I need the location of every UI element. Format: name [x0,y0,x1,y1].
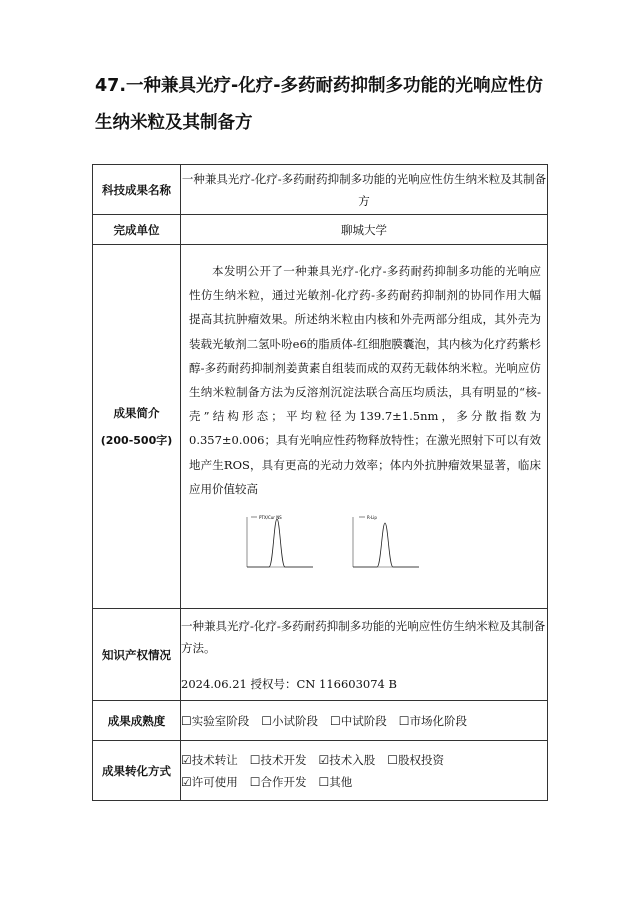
value-name: 一种兼具光疗-化疗-多药耐药抑制多功能的光响应性仿生纳米粒及其制备方 [181,165,548,215]
summary-sublabel: (200-500字) [100,433,173,447]
checkbox-checked-icon[interactable]: ☑ [181,774,192,789]
value-transfer [181,741,548,801]
maturity-option-label: 小试阶段 [272,713,319,728]
checkbox-checked-icon[interactable]: ☑ [318,752,330,767]
summary-figures [181,501,547,597]
chart-1-legend: PTX/Cur NS [259,515,282,521]
checkbox-icon[interactable]: ☐ [330,713,341,728]
ip-description: 一种兼具光疗-化疗-多药耐药抑制多功能的光响应性仿生纳米粒及其制备方法。 [181,618,546,655]
maturity-option[interactable] [399,710,467,732]
maturity-option-label: 实验室阶段 [191,713,250,728]
value-ip [181,609,548,701]
label-unit: 完成单位 [93,215,181,245]
row-maturity [93,701,548,741]
transfer-option-label: 技术入股 [329,752,376,767]
row-unit [93,215,548,245]
transfer-option-label: 合作开发 [260,774,307,789]
checkbox-icon[interactable]: ☐ [249,774,261,789]
label-transfer: 成果转化方式 [93,741,181,801]
transfer-option-label: 技术转让 [191,752,238,767]
maturity-option[interactable] [261,710,318,732]
transfer-option[interactable] [250,771,307,793]
checkbox-icon[interactable]: ☐ [318,774,330,789]
checkbox-checked-icon[interactable]: ☑ [181,752,192,767]
transfer-option[interactable] [319,749,376,771]
checkbox-icon[interactable]: ☐ [181,713,192,728]
size-distribution-chart-2 [339,511,421,579]
summary-text: 本发明公开了一种兼具光疗-化疗-多药耐药抑制多功能的光响应性仿生纳米粒，通过光敏剂-化疗药-多药耐药抑制剂的协同作用大幅提高其抗肿瘤效果。所述纳米粒由内核和外壳两部分组成，其外壳为装载光敏剂二氢卟吩e6的脂质体-红细胞膜囊泡，其内核为化疗药紫杉醇-多药耐药抑制剂姜黄素自组装而成的双药无载体纳米粒。光响应仿生纳米粒制备方法为反溶剂沉淀法联合高压均质法，具有明显的“核-壳”结构形态；平均粒径为139.7±1.5nm，多分散指数为0.357±0.006；具有光响应性药物释放特性；在激光照射下可以有效地产生ROS，具有更高的光动力效率；体内外抗肿瘤效果显著，临床应用价值较高 [189,263,541,496]
row-transfer [93,741,548,801]
row-ip [93,609,548,701]
transfer-option-label: 许可使用 [191,774,238,789]
transfer-option[interactable] [319,771,353,793]
value-summary [181,245,548,609]
maturity-option[interactable] [181,710,249,732]
transfer-option[interactable] [250,749,307,771]
value-unit: 聊城大学 [181,215,548,245]
transfer-option[interactable] [387,749,444,771]
page-title: 47.一种兼具光疗-化疗-多药耐药抑制多功能的光响应性仿生纳米粒及其制备方 [95,76,544,133]
row-name [93,165,548,215]
label-name: 科技成果名称 [93,165,181,215]
checkbox-icon[interactable]: ☐ [398,713,410,728]
checkbox-icon[interactable]: ☐ [249,752,261,767]
maturity-option-label: 市场化阶段 [409,713,468,728]
transfer-option-label: 股权投资 [398,752,445,767]
label-ip: 知识产权情况 [93,609,181,701]
value-maturity [181,701,548,741]
size-distribution-chart-1 [233,511,315,579]
checkbox-icon[interactable]: ☐ [261,713,273,728]
maturity-option[interactable] [330,710,387,732]
ip-patent: 2024.06.21 授权号：CN 116603074 B [181,676,397,691]
chart-2-legend: R-Lip [367,515,377,521]
row-summary [93,245,548,609]
summary-label: 成果简介 [113,405,160,420]
checkbox-icon[interactable]: ☐ [387,752,399,767]
transfer-option[interactable] [181,771,238,793]
transfer-option-label: 其他 [329,774,353,789]
transfer-option-label: 技术开发 [260,752,307,767]
transfer-option[interactable] [181,749,238,771]
label-maturity: 成果成熟度 [93,701,181,741]
info-table [92,164,548,801]
maturity-option-label: 中试阶段 [340,713,387,728]
label-summary [93,245,181,609]
